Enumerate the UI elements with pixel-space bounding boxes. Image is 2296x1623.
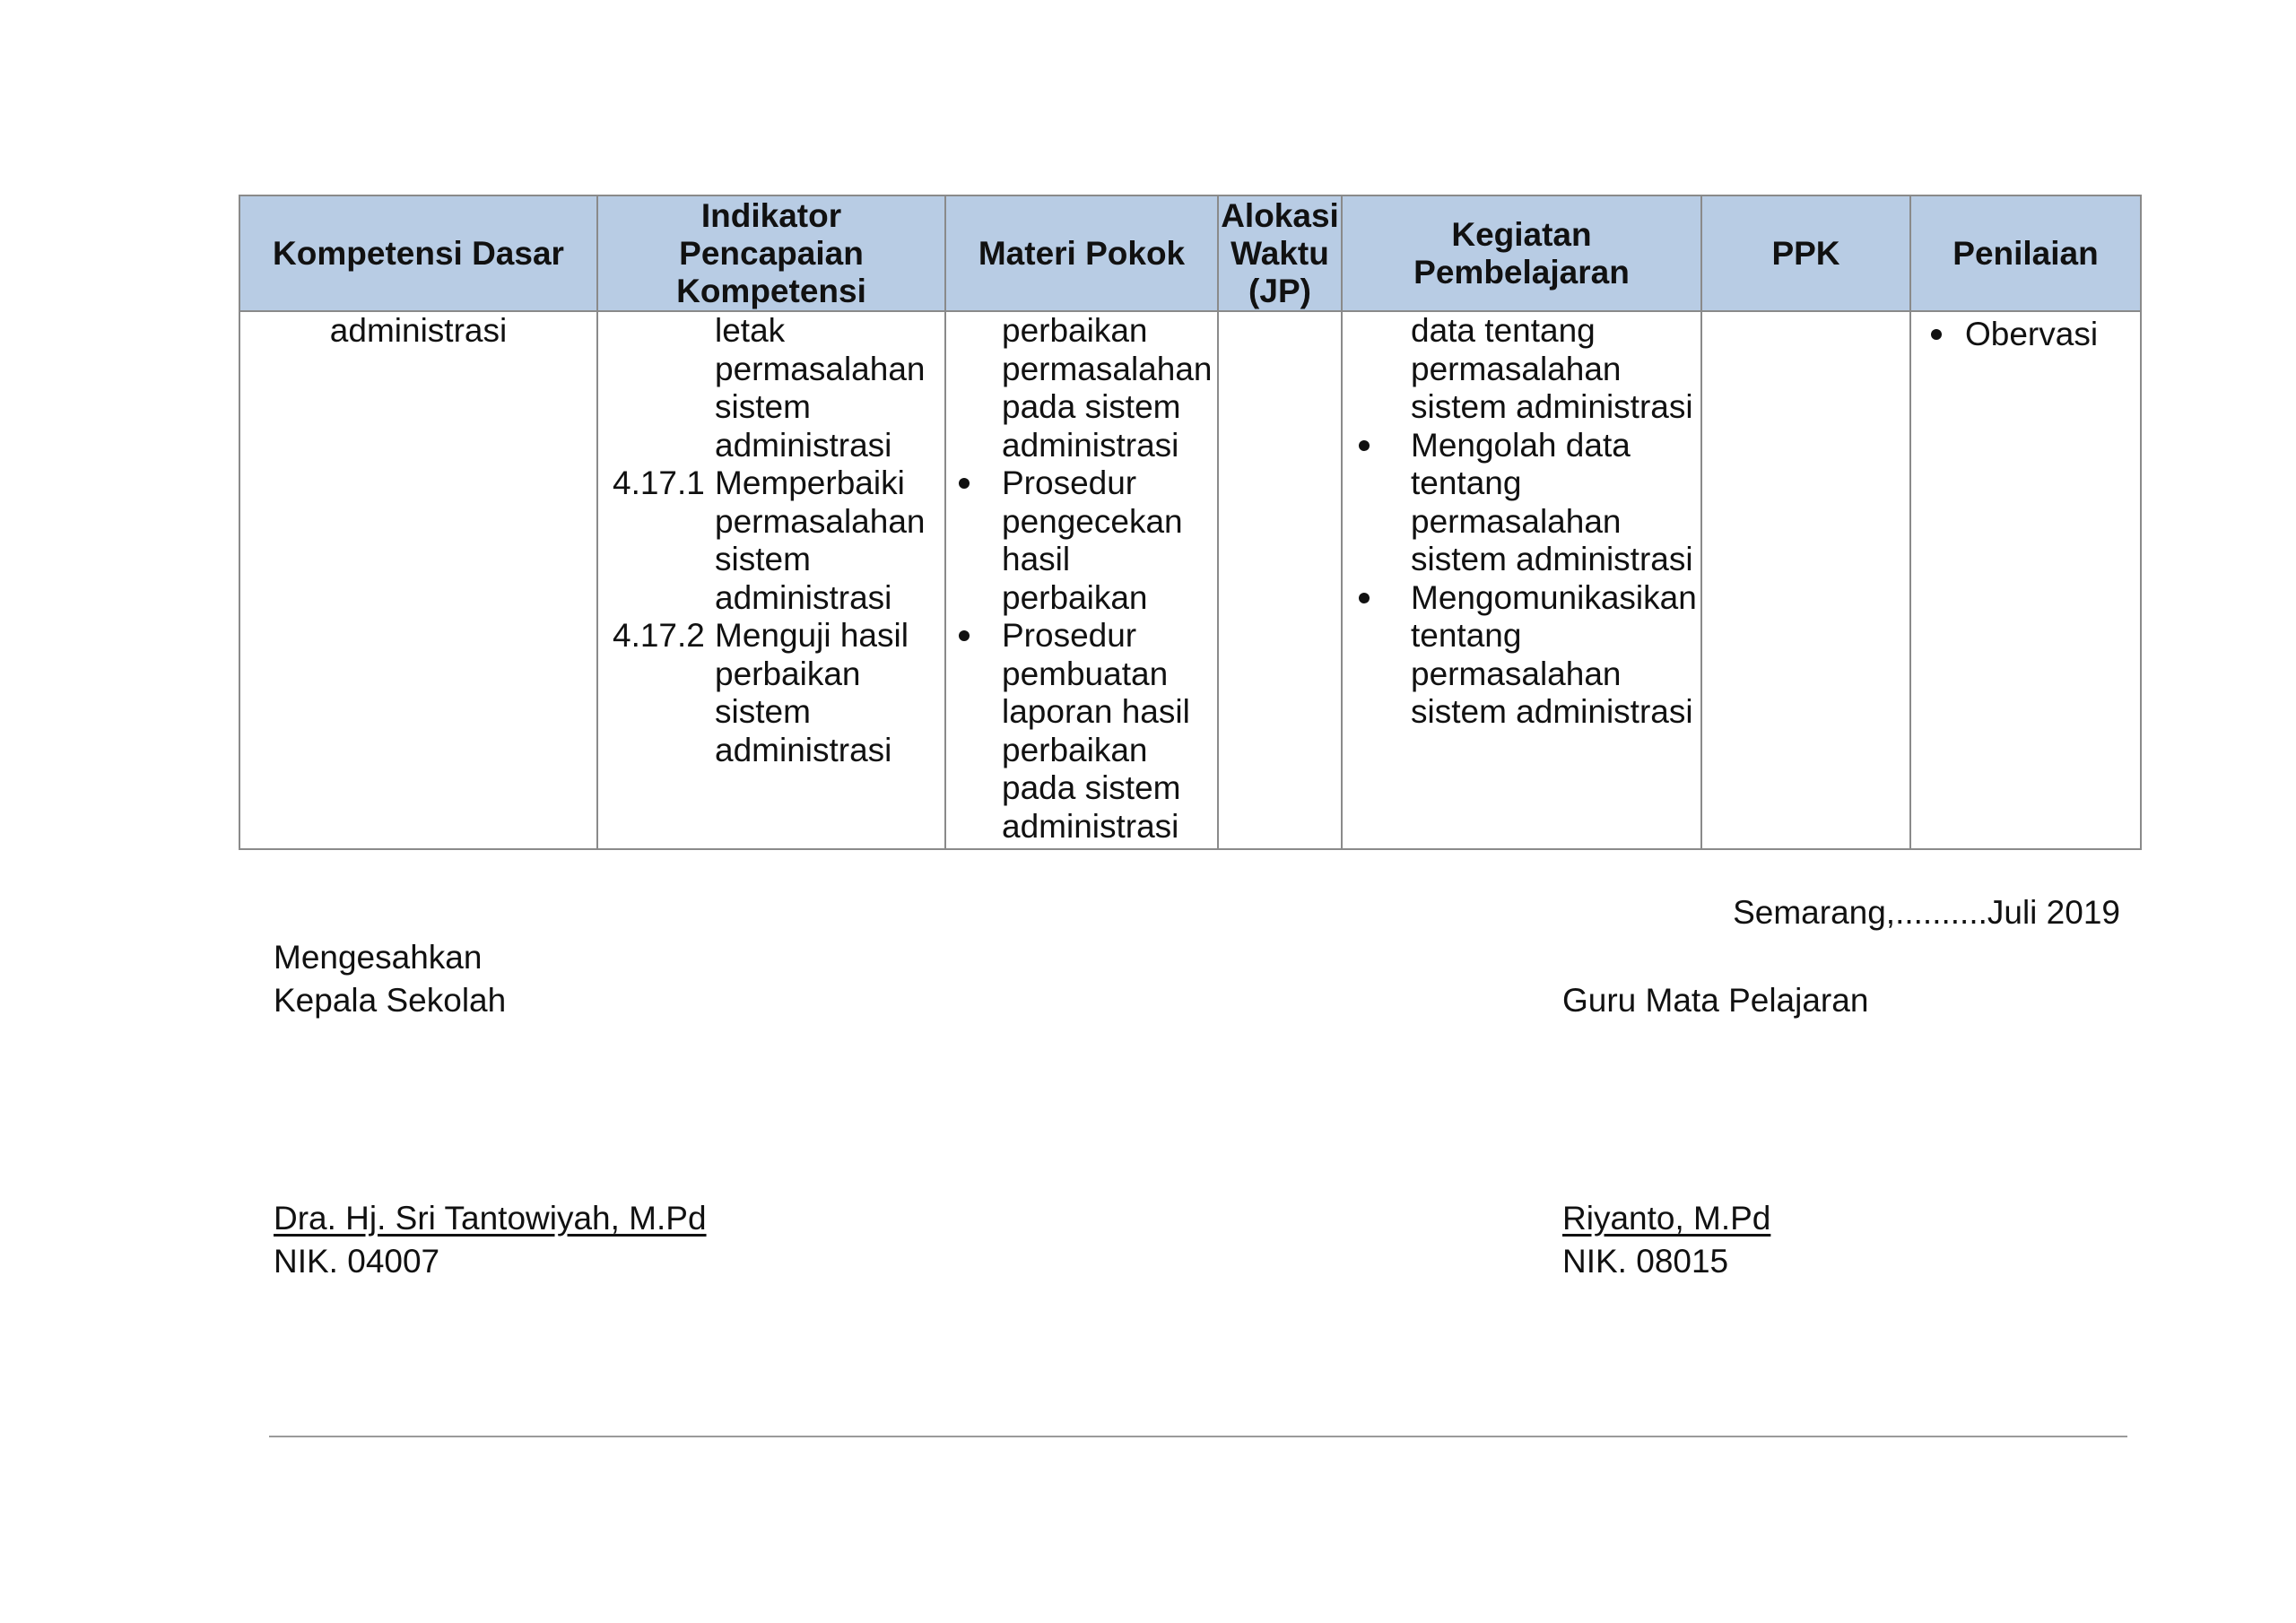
kegiatan-line: data tentang	[1411, 312, 1596, 349]
header-label: PPK	[1771, 234, 1840, 272]
bullet-icon	[1359, 593, 1370, 603]
header-penilaian	[1910, 195, 2141, 311]
materi-pokok-text	[1002, 617, 1190, 846]
cell-text: administrasi	[329, 312, 508, 349]
bullet-icon	[959, 478, 970, 489]
footer-divider	[269, 1436, 2127, 1437]
kegiatan-text	[1411, 579, 1697, 732]
place-date: Semarang,..........Juli 2019	[1733, 894, 2120, 931]
indikator-line: administrasi	[715, 578, 892, 616]
header-label-line: Kegiatan	[1451, 215, 1592, 253]
materi-pokok-line: pengecekan	[1002, 502, 1183, 540]
header-label-line: Alokasi	[1221, 196, 1339, 234]
cell-materi-pokok	[945, 311, 1218, 849]
kegiatan-line: permasalahan	[1411, 350, 1622, 387]
penilaian-text	[1965, 316, 2098, 354]
teacher-role: Guru Mata Pelajaran	[1562, 982, 1869, 1019]
teacher-nik: NIK. 08015	[1562, 1243, 1729, 1280]
indikator-line: sistem	[715, 388, 811, 425]
materi-pokok-text	[1002, 464, 1183, 617]
kegiatan-item	[1359, 579, 1700, 732]
indikator-line: permasalahan	[715, 350, 926, 387]
materi-pokok-item	[959, 617, 1217, 846]
principal-nik: NIK. 04007	[274, 1243, 440, 1280]
kegiatan-list	[1343, 312, 1700, 732]
header-label-line: Kompetensi	[676, 272, 866, 309]
kegiatan-line: sistem administrasi	[1411, 541, 1693, 577]
indikator-line: Menguji hasil	[715, 617, 909, 654]
header-label-line: Waktu	[1231, 234, 1329, 272]
indikator-number: 4.17.2	[613, 617, 705, 654]
kegiatan-line: Mengomunikasikan	[1411, 578, 1697, 616]
kegiatan-text	[1411, 427, 1693, 579]
indikator-line: administrasi	[715, 731, 892, 768]
kegiatan-line: tentang	[1411, 617, 1522, 654]
materi-pokok-line: pada sistem	[1002, 769, 1181, 806]
penilaian-list	[1911, 312, 2140, 354]
indikator-line: administrasi	[715, 426, 892, 464]
approval-label: Mengesahkan	[274, 939, 483, 976]
materi-pokok-line: pada sistem	[1002, 388, 1181, 425]
bullet-icon	[959, 630, 970, 641]
materi-pokok-line: laporan hasil	[1002, 693, 1190, 730]
indikator-number: 4.17.1	[613, 464, 705, 501]
materi-pokok-line: perbaikan	[1002, 312, 1148, 349]
principal-name: Dra. Hj. Sri Tantowiyah, M.Pd	[274, 1200, 707, 1237]
indikator-text	[715, 464, 944, 617]
indikator-line: sistem	[715, 541, 811, 577]
table-row	[239, 311, 2141, 849]
indikator-item	[613, 464, 944, 617]
header-kompetensi-dasar	[239, 195, 597, 311]
indikator-line: permasalahan	[715, 502, 926, 540]
materi-pokok-item	[959, 464, 1217, 617]
materi-pokok-line: perbaikan	[1002, 578, 1148, 616]
header-ppk	[1701, 195, 1910, 311]
indikator-text	[715, 617, 944, 769]
header-label: Penilaian	[1952, 234, 2099, 272]
header-materi-pokok	[945, 195, 1218, 311]
materi-pokok-line: hasil	[1002, 541, 1071, 577]
kegiatan-line: sistem administrasi	[1411, 693, 1693, 730]
materi-pokok-line: administrasi	[1002, 426, 1179, 464]
materi-pokok-line: administrasi	[1002, 807, 1179, 845]
indikator-continuation	[613, 312, 944, 464]
materi-pokok-continuation	[959, 312, 1217, 464]
header-alokasi-waktu	[1218, 195, 1342, 311]
header-label-line: Pencapaian	[679, 234, 864, 272]
indikator-item	[613, 617, 944, 769]
header-label-line: (JP)	[1248, 272, 1311, 309]
penilaian-item	[1931, 316, 2140, 354]
kegiatan-line: permasalahan	[1411, 502, 1622, 540]
teacher-name: Riyanto, M.Pd	[1562, 1200, 1771, 1237]
indikator-line: letak	[715, 312, 786, 349]
materi-pokok-line: Prosedur	[1002, 464, 1137, 501]
header-label-line: Pembelajaran	[1413, 253, 1630, 291]
materi-pokok-line: pembuatan	[1002, 655, 1169, 692]
principal-role: Kepala Sekolah	[274, 982, 507, 1019]
header-label: Materi Pokok	[978, 234, 1186, 272]
kegiatan-line: tentang	[1411, 464, 1522, 501]
cell-indikator	[597, 311, 945, 849]
materi-pokok-line: perbaikan	[1002, 731, 1148, 768]
materi-pokok-line: Prosedur	[1002, 617, 1137, 654]
cell-alokasi-waktu	[1218, 311, 1342, 849]
kegiatan-line: Mengolah data	[1411, 426, 1631, 464]
cell-kegiatan-pembelajaran	[1342, 311, 1701, 849]
indikator-line: Memperbaiki	[715, 464, 905, 501]
kegiatan-line: permasalahan	[1411, 655, 1622, 692]
cell-kompetensi-dasar	[239, 311, 597, 849]
table-header-row	[239, 195, 2141, 311]
penilaian-line: Obervasi	[1965, 316, 2099, 352]
bullet-icon	[1931, 329, 1942, 340]
materi-pokok-list	[946, 312, 1217, 846]
indikator-line: sistem	[715, 693, 811, 730]
syllabus-table	[239, 195, 2142, 850]
header-indikator	[597, 195, 945, 311]
materi-pokok-line: permasalahan	[1002, 350, 1213, 387]
header-label-line: Indikator	[700, 196, 842, 234]
indikator-list	[598, 312, 944, 769]
bullet-icon	[1359, 440, 1370, 451]
cell-ppk	[1701, 311, 1910, 849]
kegiatan-continuation	[1359, 312, 1700, 427]
header-label: Kompetensi Dasar	[273, 234, 564, 272]
indikator-line: perbaikan	[715, 655, 861, 692]
kegiatan-item	[1359, 427, 1700, 579]
cell-penilaian	[1910, 311, 2141, 849]
kegiatan-line: sistem administrasi	[1411, 388, 1693, 425]
header-kegiatan-pembelajaran	[1342, 195, 1701, 311]
